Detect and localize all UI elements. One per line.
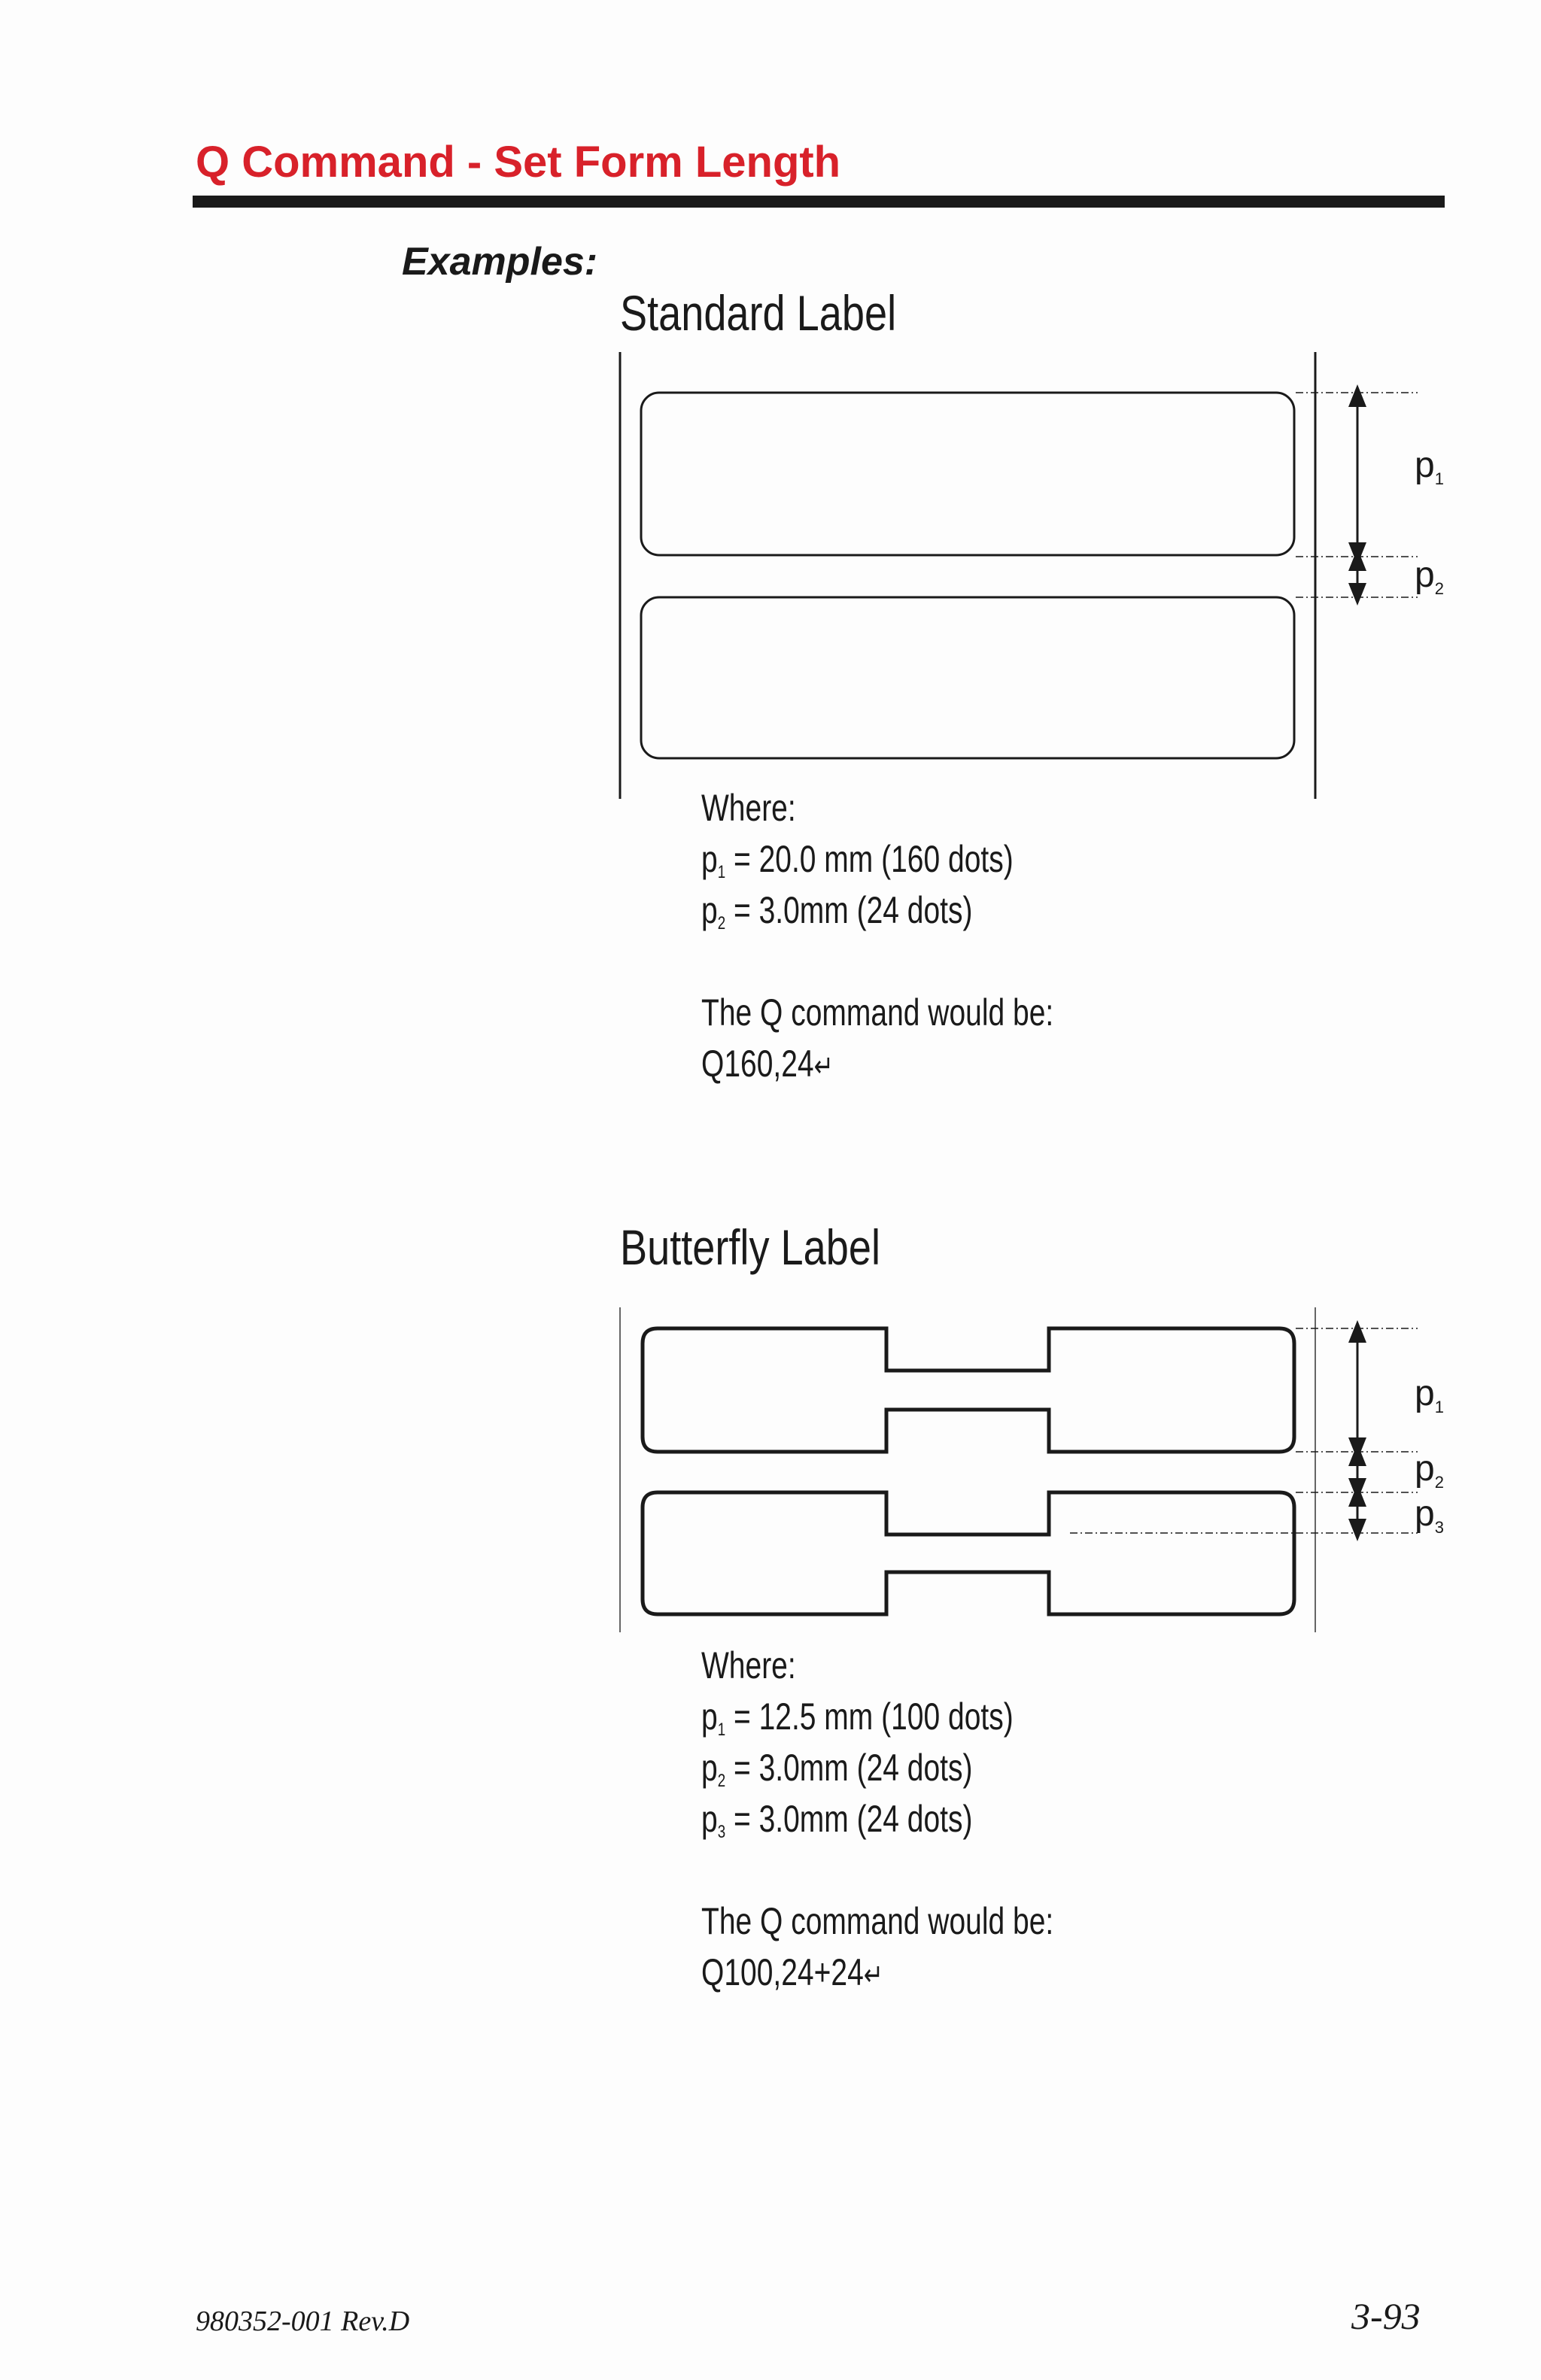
butterfly-label-2 bbox=[643, 1492, 1294, 1614]
butterfly-p1-label: $p_1$ bbox=[1415, 1374, 1444, 1416]
p2-definition: $p_2 = 3.0mm$ (24 dots) bbox=[701, 1747, 973, 1791]
return-icon: ↵ bbox=[813, 1050, 834, 1083]
document-number: 980352-001 Rev.D bbox=[196, 2306, 410, 2337]
butterfly-p2-label: $p_2$ bbox=[1415, 1449, 1444, 1492]
standard-p1-label: $p_1$ bbox=[1415, 445, 1444, 488]
butterfly-label-diagram bbox=[620, 1307, 1444, 1632]
command-example: Q160,24↵ bbox=[701, 1043, 834, 1085]
butterfly-label-explanation bbox=[701, 1640, 1053, 1998]
standard-p2-label: $p_2$ bbox=[1415, 555, 1444, 598]
command-intro: The Q command would be: bbox=[701, 1900, 1054, 1942]
butterfly-p3-label: $p_3$ bbox=[1415, 1494, 1444, 1537]
p1-definition: $p_1 = 20.0$ mm (160 dots) bbox=[701, 838, 1014, 882]
p1-definition: $p_1 = 12.5$ mm (100 dots) bbox=[701, 1695, 1014, 1740]
page-number: 3-93 bbox=[1351, 2295, 1421, 2337]
where-label: Where: bbox=[701, 787, 796, 829]
standard-label-explanation bbox=[701, 782, 1053, 1089]
command-intro: The Q command would be: bbox=[701, 991, 1054, 1034]
butterfly-label-1 bbox=[643, 1328, 1294, 1452]
p3-definition: $p_3 = 3.0mm$ (24 dots) bbox=[701, 1798, 973, 1842]
command-example: Q100,24+24↵ bbox=[701, 1951, 883, 1993]
butterfly-label-heading: Butterfly Label bbox=[620, 1219, 880, 1275]
standard-label-heading: Standard Label bbox=[620, 285, 897, 341]
examples-label: Examples: bbox=[402, 240, 598, 284]
return-icon: ↵ bbox=[863, 1959, 883, 1992]
page-title: Q Command - Set Form Length bbox=[196, 138, 841, 187]
standard-label-diagram bbox=[620, 352, 1444, 799]
standard-label-1 bbox=[641, 393, 1294, 555]
where-label: Where: bbox=[701, 1644, 796, 1686]
p2-definition: $p_2 = 3.0mm$ (24 dots) bbox=[701, 889, 973, 933]
standard-label-2 bbox=[641, 597, 1294, 758]
